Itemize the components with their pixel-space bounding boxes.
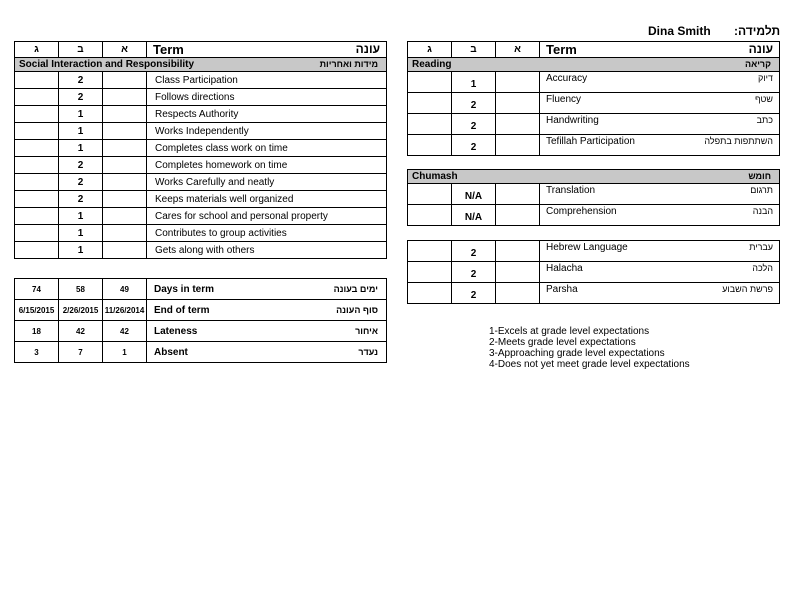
grade-gimel-cell [408,283,452,304]
grade-gimel-cell [408,262,452,283]
grade-bet-cell: 2 [452,262,496,283]
grade-alef-cell [496,241,540,262]
grade-bet-cell: 1 [59,123,103,140]
chumash-title: Chumash [412,171,458,182]
attendance-label-heb: נעדר [358,346,378,357]
reading-label: Handwriting [546,115,599,126]
attendance-bet-cell: 58 [59,279,103,300]
attendance-label: Absent [154,346,188,358]
attendance-row [15,300,387,321]
grade-gimel-cell [15,123,59,140]
social-row [15,191,387,208]
attendance-row [15,279,387,300]
social-row [15,89,387,106]
hebrew-row [408,283,780,304]
attendance-label-heb: איחור [355,325,378,336]
attendance-alef-cell: 42 [103,321,147,342]
chumash-label-heb: הבנה [752,206,774,216]
attendance-row [15,342,387,363]
grade-alef-cell [496,135,540,156]
social-row [15,123,387,140]
attendance-alef-cell: 49 [103,279,147,300]
grade-gimel-cell [408,135,452,156]
attendance-gimel-cell: 3 [15,342,59,363]
hebrew-label-cell [540,283,780,304]
grade-gimel-cell [15,242,59,259]
col-gimel: ג [408,42,452,58]
reading-title: Reading [412,59,452,70]
social-row-label: Works Independently [147,123,387,140]
reading-label-heb: דיוק [758,73,773,83]
chumash-title-heb: חומש [748,171,772,181]
reading-title-heb: קריאה [744,59,771,69]
reading-row [408,93,780,114]
legend-item: 3-Approaching grade level expectations [489,348,665,359]
social-row [15,140,387,157]
student-name: Dina Smith [648,24,711,38]
grade-alef-cell [496,72,540,93]
hebrew-label-cell [540,262,780,283]
grade-bet-cell: 1 [59,140,103,157]
reading-label-heb: השתתפות בתפלה [704,136,773,146]
grade-alef-cell [103,123,147,140]
grade-legend [489,326,690,370]
attendance-label: End of term [154,304,210,316]
grade-gimel-cell [15,225,59,242]
grade-bet-cell: N/A [452,205,496,226]
social-row-label: Respects Authority [147,106,387,123]
grade-bet-cell: 1 [59,242,103,259]
chumash-row [408,205,780,226]
attendance-table [14,278,387,363]
social-row [15,157,387,174]
social-row [15,72,387,89]
reading-row [408,72,780,93]
grade-gimel-cell [15,72,59,89]
grade-bet-cell: 2 [59,72,103,89]
attendance-gimel-cell: 6/15/2015 [15,300,59,321]
grade-bet-cell: 1 [59,225,103,242]
attendance-alef-cell: 1 [103,342,147,363]
grade-bet-cell: 1 [452,72,496,93]
hebrew-label-heb: עברית [749,242,773,252]
social-row-label: Contributes to group activities [147,225,387,242]
social-row-label: Works Carefully and neatly [147,174,387,191]
hebrew-label: Hebrew Language [546,242,628,253]
col-alef: א [496,42,540,58]
attendance-label-cell [147,342,387,363]
attendance-label: Lateness [154,325,198,337]
social-row-label: Completes class work on time [147,140,387,157]
attendance-gimel-cell: 74 [15,279,59,300]
term-heb-label: עונה [748,42,773,56]
attendance-label-cell [147,279,387,300]
grade-bet-cell: 1 [59,106,103,123]
term-heb-label: עונה [355,42,380,56]
term-label: Term [546,42,577,57]
attendance-label: Days in term [154,283,215,295]
term-header [147,42,387,58]
grade-alef-cell [496,184,540,205]
chumash-label: Comprehension [546,206,617,217]
grade-bet-cell: 2 [59,89,103,106]
legend-item: 4-Does not yet meet grade level expectations [489,359,690,370]
chumash-section-row [408,170,780,184]
attendance-label-cell [147,321,387,342]
social-row [15,174,387,191]
chumash-label-cell [540,184,780,205]
grade-bet-cell: 1 [59,208,103,225]
attendance-gimel-cell: 18 [15,321,59,342]
grade-bet-cell: 2 [452,114,496,135]
grade-alef-cell [103,225,147,242]
grade-alef-cell [103,191,147,208]
hebrew-label-cell [540,241,780,262]
grade-bet-cell: 2 [59,157,103,174]
grade-gimel-cell [408,72,452,93]
attendance-bet-cell: 7 [59,342,103,363]
social-title-heb: מידות ואחריות [319,59,378,69]
col-alef: א [103,42,147,58]
social-row-label: Completes homework on time [147,157,387,174]
social-table [14,41,387,259]
attendance-label-heb: ימים בעונה [333,283,378,294]
grade-gimel-cell [15,106,59,123]
grade-alef-cell [103,157,147,174]
reading-row [408,114,780,135]
grade-bet-cell: 2 [452,241,496,262]
social-section-row [15,58,387,72]
grade-gimel-cell [408,93,452,114]
term-header [540,42,780,58]
legend-item: 1-Excels at grade level expectations [489,326,650,337]
reading-label-cell [540,135,780,156]
reading-label-cell [540,72,780,93]
grade-gimel-cell [15,140,59,157]
attendance-bet-cell: 42 [59,321,103,342]
grade-bet-cell: 2 [452,135,496,156]
reading-label-heb: שטף [754,94,773,104]
social-row-label: Gets along with others [147,242,387,259]
reading-row [408,135,780,156]
social-row-label: Follows directions [147,89,387,106]
grade-bet-cell: 2 [59,174,103,191]
grade-gimel-cell [15,191,59,208]
hebrew-label-heb: פרשת השבוע [722,284,773,294]
grade-gimel-cell [408,241,452,262]
grade-alef-cell [103,72,147,89]
grade-alef-cell [103,208,147,225]
attendance-row [15,321,387,342]
reading-label: Fluency [546,94,582,105]
reading-label: Tefillah Participation [546,136,635,147]
social-row [15,242,387,259]
social-row-label: Cares for school and personal property [147,208,387,225]
grade-gimel-cell [15,89,59,106]
social-header-row [15,42,387,58]
grade-gimel-cell [15,157,59,174]
chumash-table [407,169,780,226]
reading-table [407,41,780,156]
grade-alef-cell [103,174,147,191]
term-label: Term [153,42,184,57]
grade-gimel-cell [15,174,59,191]
social-row-label: Keeps materials well organized [147,191,387,208]
grade-alef-cell [103,140,147,157]
grade-alef-cell [496,262,540,283]
grade-bet-cell: 2 [59,191,103,208]
hebrew-row [408,262,780,283]
hebrew-table [407,240,780,304]
social-row [15,225,387,242]
reading-label-cell [540,114,780,135]
attendance-label-heb: סוף העונה [336,304,378,315]
grade-alef-cell [103,106,147,123]
attendance-label-cell [147,300,387,321]
hebrew-label: Parsha [546,284,578,295]
grade-bet-cell: 2 [452,93,496,114]
student-label: תלמידה: [734,24,781,38]
grade-alef-cell [496,205,540,226]
attendance-alef-cell: 11/26/2014 [103,300,147,321]
social-row [15,208,387,225]
chumash-row [408,184,780,205]
hebrew-label: Halacha [546,263,583,274]
reading-header-row [408,42,780,58]
grade-alef-cell [103,89,147,106]
grade-bet-cell: N/A [452,184,496,205]
grade-gimel-cell [408,205,452,226]
chumash-label-heb: תרגום [750,185,774,195]
col-gimel: ג [15,42,59,58]
grade-gimel-cell [408,184,452,205]
col-bet: ב [59,42,103,58]
grade-bet-cell: 2 [452,283,496,304]
chumash-label-cell [540,205,780,226]
grade-alef-cell [496,283,540,304]
grade-gimel-cell [408,114,452,135]
social-title: Social Interaction and Responsibility [19,59,195,70]
attendance-bet-cell: 2/26/2015 [59,300,103,321]
reading-section-row [408,58,780,72]
grade-gimel-cell [15,208,59,225]
reading-label: Accuracy [546,73,588,84]
grade-alef-cell [103,242,147,259]
grade-alef-cell [496,114,540,135]
social-row [15,106,387,123]
reading-label-cell [540,93,780,114]
hebrew-row [408,241,780,262]
col-bet: ב [452,42,496,58]
hebrew-label-heb: הלכה [752,263,773,273]
grade-alef-cell [496,93,540,114]
legend-item: 2-Meets grade level expectations [489,337,636,348]
chumash-label: Translation [546,185,596,196]
reading-label-heb: כתב [756,115,773,125]
social-row-label: Class Participation [147,72,387,89]
